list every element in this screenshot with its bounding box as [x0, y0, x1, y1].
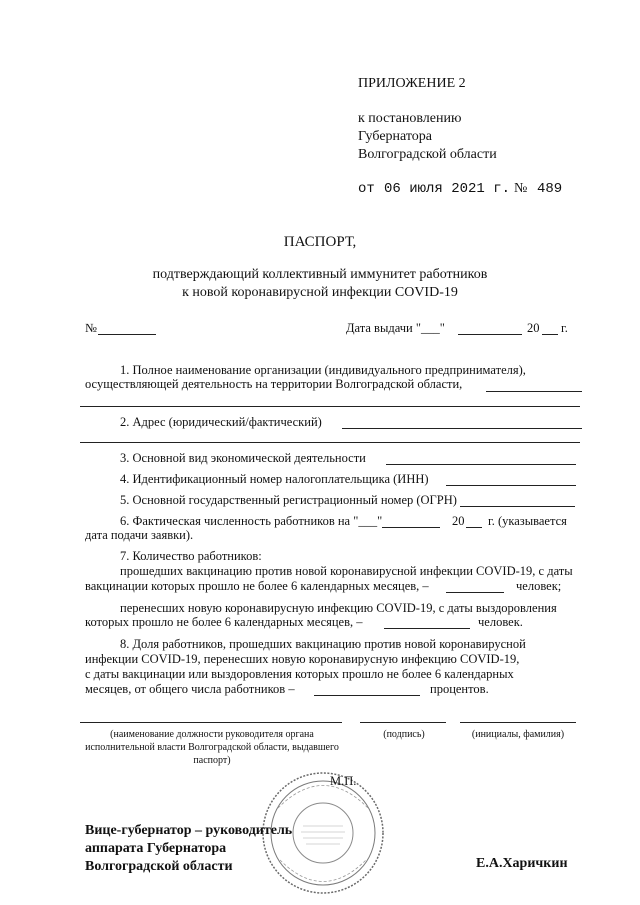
item-3-label: 3. Основной вид экономической деятельности [120, 451, 366, 465]
item-6-line-2: дата подачи заявки). [85, 528, 194, 542]
passport-number-field[interactable] [98, 334, 156, 335]
item-1-field-a[interactable] [486, 391, 582, 392]
appendix-title: ПРИЛОЖЕНИЕ 2 [358, 76, 466, 91]
signature-name-line[interactable] [460, 722, 576, 723]
appendix-line-2: Губернатора [358, 129, 433, 144]
item-8-line-4-end: процентов. [430, 682, 489, 696]
item-4-label: 4. Идентификационный номер налогоплательщика (ИНН) [120, 472, 429, 486]
signer-title-line-3: Волгоградской области [85, 859, 233, 874]
item-7b-line-2-end: человек. [478, 615, 523, 629]
issue-date-year-suffix: г. [561, 321, 568, 335]
item-2-field-a[interactable] [342, 428, 582, 429]
item-6-line-1a: 6. Фактическая численность работников на "___" [120, 514, 383, 528]
document-subtitle-1: подтверждающий коллективный иммунитет работников [152, 267, 488, 282]
signer-name: Е.А.Харичкин [476, 856, 568, 871]
item-1-line-2: осуществляющей деятельность на территории Волгоградской области, [85, 377, 463, 391]
signature-name-caption: (инициалы, фамилия) [471, 729, 565, 740]
signer-title-line-1: Вице-губернатор – руководитель [85, 823, 293, 838]
item-5-label: 5. Основной государственный регистрационный номер (ОГРН) [120, 493, 457, 507]
decree-number-sign: № [514, 181, 528, 196]
signer-title-line-2: аппарата Губернатора [85, 841, 227, 856]
signature-position-caption: (наименование должности руководителя органа исполнительной власти Волгоградской области, выдавшего паспорт) [85, 729, 339, 766]
decree-date-prefix: от [358, 181, 375, 197]
signature-position-line[interactable] [80, 722, 342, 723]
item-7b-line-1: перенесших новую коронавирусную инфекцию COVID-19, с даты выздоровления [120, 601, 557, 615]
item-2-label: 2. Адрес (юридический/фактический) [120, 415, 322, 429]
item-1-line-1: 1. Полное наименование организации (индивидуального предпринимателя), [120, 363, 526, 377]
signature-sign-line[interactable] [360, 722, 446, 723]
decree-date: 06 июля 2021 г. [384, 181, 511, 197]
appendix-line-1: к постановлению [358, 111, 462, 126]
issue-date-month-field[interactable] [458, 334, 522, 335]
document-subtitle-2: к новой коронавирусной инфекции COVID-19 [182, 285, 458, 300]
item-8-line-1: 8. Доля работников, прошедших вакцинацию против новой коронавирусной [120, 637, 526, 651]
item-6-month-field[interactable] [382, 527, 440, 528]
decree-number: 489 [537, 181, 563, 197]
stamp-place-mark: М.П. [330, 774, 357, 788]
item-7-label: 7. Количество работников: [120, 549, 262, 563]
item-3-field[interactable] [386, 464, 576, 465]
item-8-line-3: с даты вакцинации или выздоровления которых прошло не более 6 календарных [85, 667, 514, 681]
signature-sign-caption: (подпись) [383, 729, 425, 740]
passport-number-label: № [85, 321, 97, 335]
item-4-field[interactable] [446, 485, 576, 486]
item-7a-field[interactable] [446, 592, 504, 593]
item-7b-line-2: которых прошло не более 6 календарных месяцев, – [85, 615, 363, 629]
item-7b-field[interactable] [384, 628, 470, 629]
item-7a-line-2: вакцинации которых прошло не более 6 календарных месяцев, – [85, 579, 429, 593]
issue-date-year-prefix: 20 [527, 321, 540, 335]
item-8-line-2: инфекции COVID-19, перенесших новую коронавирусную инфекцию COVID-19, [85, 652, 520, 666]
item-7a-line-1: прошедших вакцинацию против новой коронавирусной инфекции COVID-19, с даты [120, 564, 573, 578]
item-5-field[interactable] [460, 506, 575, 507]
appendix-line-3: Волгоградской области [358, 147, 497, 162]
issue-date-year-field[interactable] [542, 334, 558, 335]
item-7a-line-2-end: человек; [516, 579, 562, 593]
item-1-field-b[interactable] [80, 406, 580, 407]
document-title: ПАСПОРТ, [283, 234, 357, 250]
item-2-field-b[interactable] [80, 442, 580, 443]
issue-date-label: Дата выдачи "___" [346, 321, 445, 335]
item-8-line-4: месяцев, от общего числа работников – [85, 682, 295, 696]
item-6-line-1c: г. (указывается [488, 514, 567, 528]
item-6-year-prefix: 20 [452, 514, 465, 528]
item-8-field[interactable] [314, 695, 420, 696]
item-6-year-field[interactable] [466, 527, 482, 528]
